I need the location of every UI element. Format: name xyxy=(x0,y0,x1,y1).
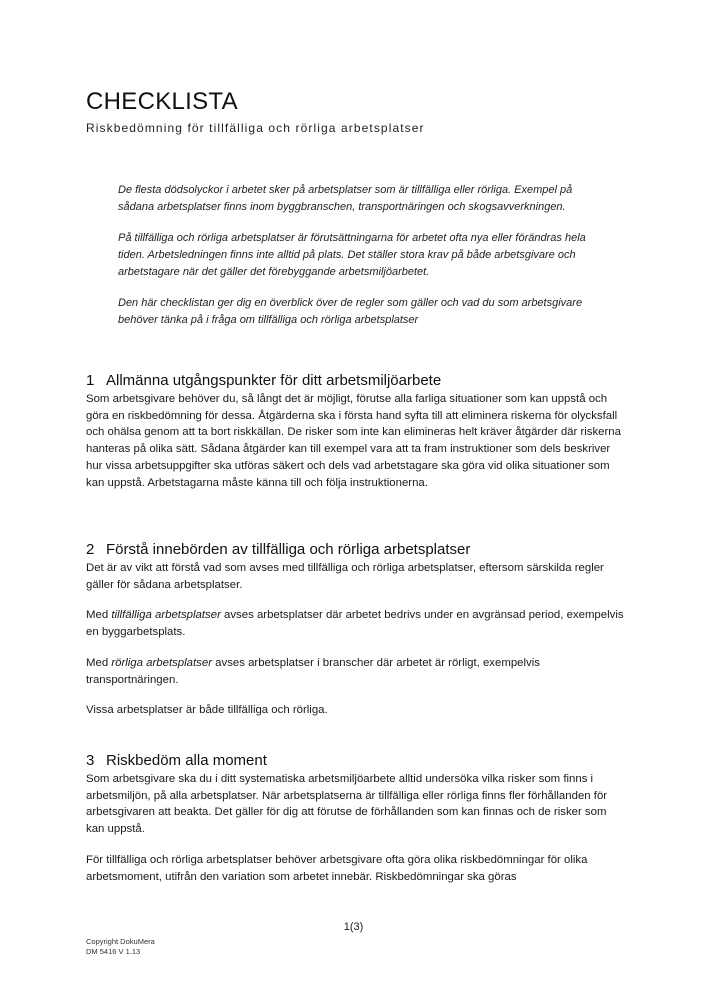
section-number: 1 xyxy=(86,372,95,389)
section-number: 2 xyxy=(86,541,95,558)
text-run: avses arbetsplatser i branscher där arbetet är rörligt, exempelvis transportnäringen. xyxy=(86,656,540,686)
section-heading xyxy=(86,541,626,558)
document-title: CHECKLISTA xyxy=(86,88,238,115)
footer-copyright: Copyright DokuMera xyxy=(86,937,155,946)
section-paragraph: Som arbetsgivare ska du i ditt systematiska arbetsmiljöarbete alltid undersöka vilka risker som finns i arbetsmiljön, på alla arbetsplatser. När arbetsplatserna är tillfälliga eller rörliga finns fler förhållanden för arbetsgivaren att beakta. Det gäller för dig att förutse de förhållanden som kan finnas och de risker som kan uppstå. xyxy=(86,773,608,836)
section-title: Riskbedöm alla moment xyxy=(106,752,267,769)
emphasis-term: rörliga arbetsplatser xyxy=(111,656,212,669)
section-3 xyxy=(86,752,626,899)
page-footer xyxy=(86,937,155,957)
section-1 xyxy=(86,372,626,505)
section-title: Allmänna utgångspunkter för ditt arbetsmiljöarbete xyxy=(106,372,442,389)
intro-block xyxy=(118,182,588,343)
intro-paragraph: På tillfälliga och rörliga arbetsplatser är förutsättningarna för arbetet ofta nya eller förändras hela tiden. Arbetsledningen finns inte alltid på plats. Det ställer stora krav på både arbetsgivare och arbetstagare när det gäller det förebyggande arbetsmiljöarbetet. xyxy=(118,232,586,278)
section-paragraph xyxy=(86,607,626,640)
text-run: Med xyxy=(86,609,112,622)
text-run: Med xyxy=(86,656,112,669)
section-paragraph: Som arbetsgivare behöver du, så långt det är möjligt, förutse alla farliga situationer som kan uppstå och göra en riskbedömning för dessa. Åtgärderna ska i första hand syfta till att eliminera riskerna för olycksfall och ohälsa genom att ta bort riskkällan. De risker som inte kan elimineras helt kräver åtgärder där riskerna hanteras på olika sätt. Sådana åtgärder kan till exempel vara att ta fram instruktioner som dels beskriver hur vissa arbetsuppgifter ska utföras säkert och dels vad arbetstagare ska göra vid olika situationer som kan uppstå. Arbetstagarna måste känna till och följa instruktionerna. xyxy=(86,393,621,489)
section-heading xyxy=(86,752,626,769)
page-number: 1(3) xyxy=(343,921,364,933)
emphasis-term: tillfälliga arbetsplatser xyxy=(111,609,221,622)
section-title: Förstå innebörden av tillfälliga och rörliga arbetsplatser xyxy=(106,541,471,558)
intro-paragraph: De flesta dödsolyckor i arbetet sker på arbetsplatser som är tillfälliga eller rörliga. Exempel på sådana arbetsplatser finns inom byggbranschen, transportnäringen och skogsavverkningen. xyxy=(118,184,573,213)
section-paragraph: För tillfälliga och rörliga arbetsplatser behöver arbetsgivare ofta göra olika riskbedömningar för olika arbetsmoment, utifrån den variation som arbetet innebär. Riskbedömningar ska göras xyxy=(86,853,588,883)
section-number: 3 xyxy=(86,752,95,769)
section-paragraph: Vissa arbetsplatser är både tillfälliga och rörliga. xyxy=(86,704,328,717)
section-paragraph: Det är av vikt att förstå vad som avses med tillfälliga och rörliga arbetsplatser, eftersom särskilda regler gäller för sådana arbetsplatser. xyxy=(86,562,604,591)
text-run: avses arbetsplatser där arbetet bedrivs under en avgränsad period, exempelvis en byggarbetsplats. xyxy=(86,609,624,639)
intro-paragraph: Den här checklistan ger dig en överblick över de regler som gäller och vad du som arbetsgivare behöver tänka på i fråga om tillfälliga och rörliga arbetsplatser xyxy=(118,297,583,326)
section-paragraph xyxy=(86,655,626,688)
section-2 xyxy=(86,541,626,733)
footer-doc-id: DM 5416 V 1.13 xyxy=(86,947,141,956)
document-subtitle: Riskbedömning för tillfälliga och rörliga arbetsplatser xyxy=(86,121,425,135)
section-heading xyxy=(86,372,626,389)
